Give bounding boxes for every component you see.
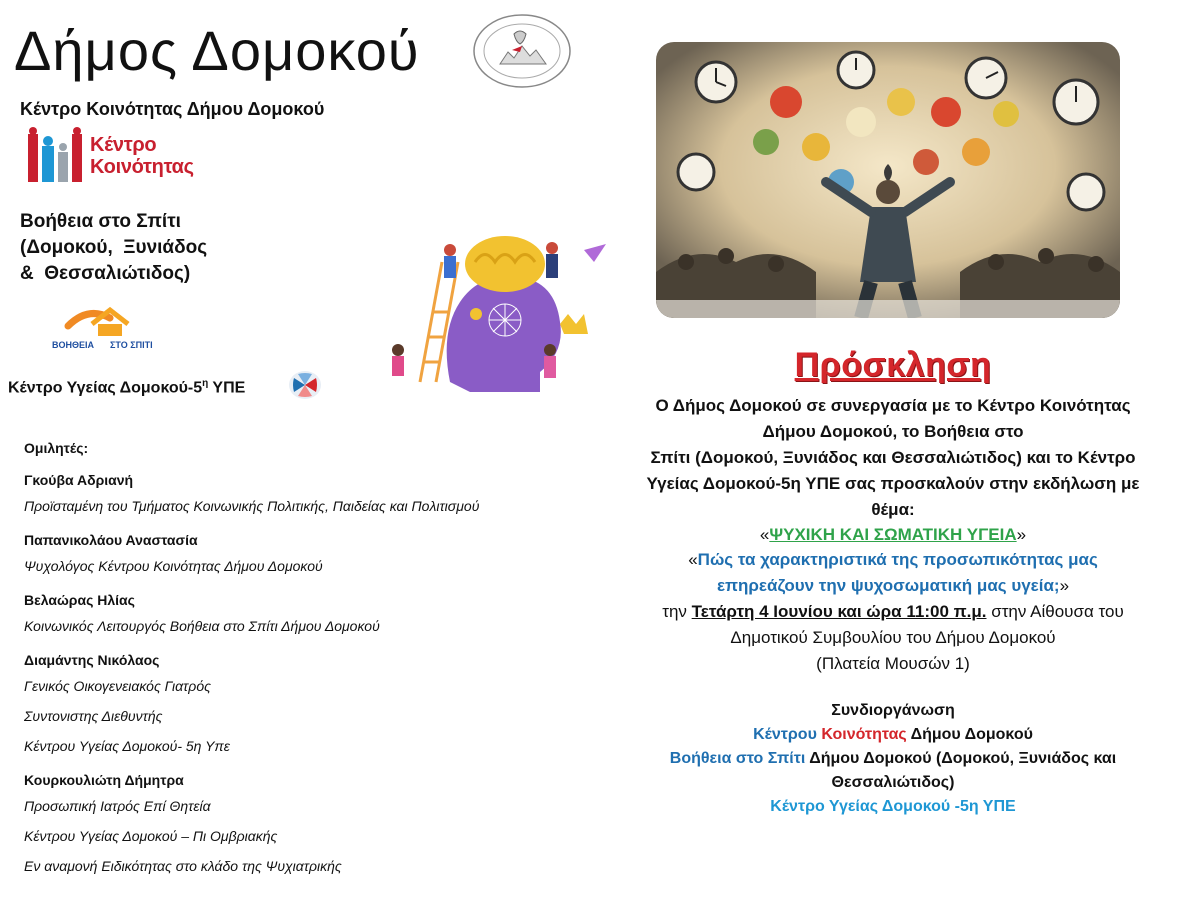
speaker-name: Παπανικολάου Αναστασία (24, 532, 198, 548)
speaker-role: Ψυχολόγος Κέντρου Κοινότητας Δήμου Δομοκού (24, 558, 323, 574)
speakers-label: Ομιλητές: (24, 440, 89, 456)
speaker-role: Κέντρου Υγείας Δομοκού – Πι Ομβριακής (24, 828, 278, 844)
people-icon (26, 126, 86, 186)
speaker-role: Προσωπική Ιατρός Επί Θητεία (24, 798, 211, 814)
community-center-heading: Κέντρο Κοινότητας Δήμου Δομοκού (20, 99, 325, 119)
event-subtheme (600, 547, 1186, 599)
invitation-title: Πρόσκληση (794, 346, 992, 384)
speakers-section (24, 440, 584, 892)
event-theme: ΨΥΧΙΚΗ ΚΑΙ ΣΩΜΑΤΙΚΗ ΥΓΕΙΑ (769, 525, 1017, 544)
speaker-role: Προϊσταμένη του Τμήματος Κοινωνικής Πολιτικής, Παιδείας και Πολιτισμού (24, 498, 480, 514)
boitheia-logo-text1: ΒΟΗΘΕΙΑ (52, 340, 95, 350)
co-org-text: Κέντρο Υγείας Δομοκού -5η ΥΠΕ (770, 798, 1016, 815)
speaker-role: Συντονιστης Διεθυντής (24, 708, 163, 724)
speaker-role: Γενικός Οικογενειακός Γιατρός (24, 678, 211, 694)
speaker-name: Βελαώρας Ηλίας (24, 592, 135, 608)
invitation-body-line: Σπίτι (Δομοκού, Ξυνιάδος και Θεσσαλιώτιδος) και το Κέντρο (650, 448, 1136, 467)
kentro-logo-line2: Κοινότητας (90, 156, 194, 178)
invitation-body-line: θέμα: (871, 500, 915, 519)
brain-illustration (380, 222, 612, 392)
subtheme-line2: επηρεάζουν την ψυχοσωματική μας υγεία; (716, 576, 1060, 595)
municipality-seal-logo (470, 12, 574, 90)
health-center-logo-icon (288, 370, 322, 400)
co-org-text: Κοινότητας (821, 726, 907, 743)
municipality-title: Δήμος Δομοκού (14, 19, 420, 82)
event-details (600, 599, 1186, 677)
co-org-text: Βοήθεια στο Σπίτι (669, 750, 806, 767)
kentro-koinotitas-logo (26, 126, 201, 186)
speaker-role: Εν αναμονή Ειδικότητας στο κλάδο της Ψυχιατρικής (24, 858, 342, 874)
quote-close: » (1059, 576, 1070, 595)
co-org-text: Δήμου Δομοκού (Δομοκού, Ξυνιάδος και (805, 750, 1117, 767)
health-center-line (8, 378, 245, 397)
event-date: Τετάρτη 4 Ιουνίου και ώρα 11:00 π.μ. (691, 602, 987, 621)
speaker-role: Κοινωνικός Λειτουργός Βοήθεια στο Σπίτι Δήμου Δομοκού (24, 618, 380, 634)
boitheia-sto-spiti-logo (48, 302, 168, 352)
quote-open: « (688, 550, 698, 569)
co-organization (600, 699, 1186, 819)
invitation-body (600, 393, 1186, 523)
quote-close: » (1016, 525, 1027, 544)
event-prefix: την (662, 602, 692, 621)
kentro-logo-line1: Κέντρο (90, 134, 157, 156)
event-suffix: στην Αίθουσα του (986, 602, 1124, 621)
event-venue: Δημοτικού Συμβουλίου του Δήμου Δομοκού (730, 628, 1056, 647)
co-org-text: Κέντρου (753, 726, 822, 743)
speaker-name: Κουρκουλιώτη Δήμητρα (24, 772, 184, 788)
speaker-name: Γκούβα Αδριανή (24, 472, 134, 488)
quote-open: « (759, 525, 770, 544)
co-org-text: Θεσσαλιώτιδος) (831, 774, 955, 791)
co-org-text: Δήμου Δομοκού (906, 726, 1033, 743)
theme-line (600, 523, 1186, 547)
emotions-illustration (656, 42, 1120, 318)
subtheme-line1: Πώς τα χαρακτηριστικά της προσωπικότητας μας (697, 550, 1098, 569)
invitation-body-line: Ο Δήμος Δομοκού σε συνεργασία με το Κέντρο Κοινότητας (655, 396, 1131, 415)
home-help-heading: Βοήθεια στο Σπίτι (Δομοκού, Ξυνιάδος & Θεσσαλιώτιδος) (20, 211, 208, 284)
health-center-suffix: ΥΠΕ (208, 379, 246, 397)
invitation-section (600, 346, 1186, 819)
co-organization-label: Συνδιοργάνωση (831, 702, 955, 719)
health-center-text: Κέντρο Υγείας Δομοκού-5 (8, 379, 203, 397)
invitation-body-line: Υγείας Δομοκού-5η ΥΠΕ σας προσκαλούν στην εκδήλωση με (646, 474, 1140, 493)
event-address: (Πλατεία Μουσών 1) (816, 654, 970, 673)
speaker-role: Κέντρου Υγείας Δομοκού- 5η Υπε (24, 738, 230, 754)
health-center-sup: η (202, 378, 209, 389)
boitheia-logo-text2: ΣΤΟ ΣΠΙΤΙ (110, 340, 153, 350)
speaker-name: Διαμάντης Νικόλαος (24, 652, 160, 668)
invitation-body-line: Δήμου Δομοκού, το Βοήθεια στο (762, 422, 1024, 441)
